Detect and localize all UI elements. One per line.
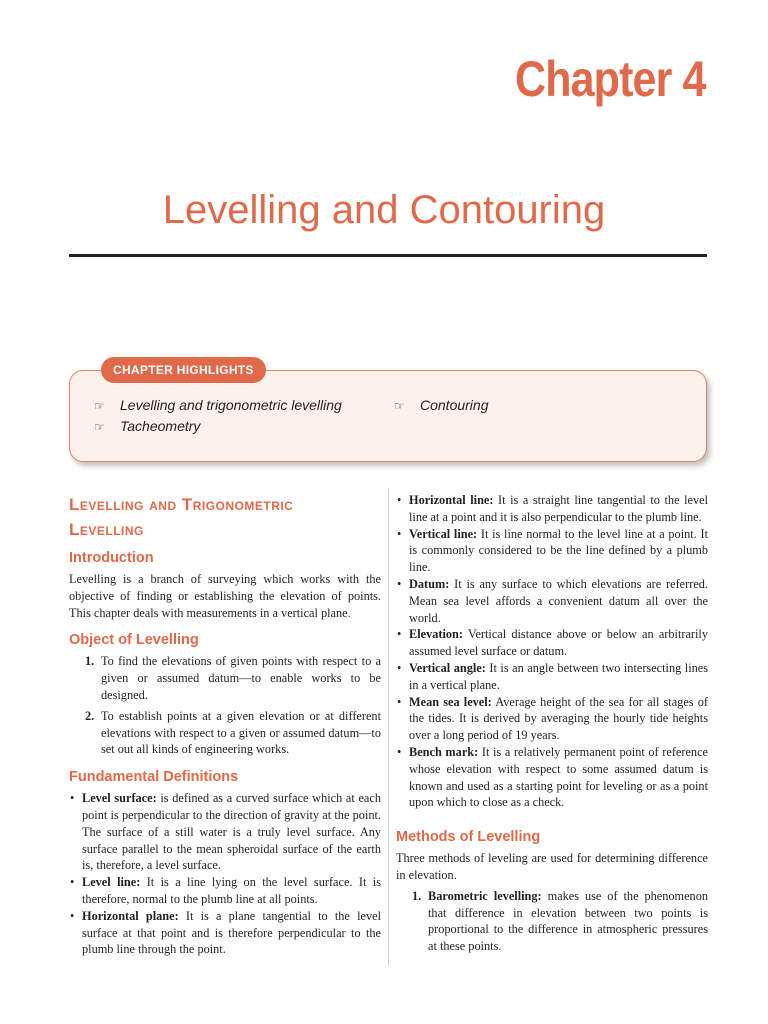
highlight-item: ☞ Contouring xyxy=(394,397,489,413)
list-item: 2. To establish points at a given elevation or at different elevations with respect to a given or assumed datum—to set out all kinds of engineering works. xyxy=(85,708,381,757)
list-item: • Elevation: Vertical distance above or below an arbitrarily assumed level surface or datum. xyxy=(397,627,708,659)
list-item: • Mean sea level: Average height of the sea for all stages of the tides. It is derived by averaging the hourly tide heights over a long period of 19 years. xyxy=(397,694,708,743)
highlight-item: ☞ Tacheometry xyxy=(94,418,201,434)
right-column xyxy=(396,492,708,959)
list-item: • Horizontal plane: It is a plane tangential to the level surface at that point and is therefore perpendicular to the plumb line through the point. xyxy=(70,908,381,957)
pointing-hand-icon: ☞ xyxy=(94,399,105,413)
list-item: 1. Barometric levelling: makes use of the phenomenon that difference in elevation between two points is proportional to the difference in atmospheric pressures at these points. xyxy=(412,888,709,954)
chapter-highlights-box xyxy=(69,370,707,462)
list-item: • Horizontal line: It is a straight line tangential to the level line at a point and it is also perpendicular to the plumb line. xyxy=(397,493,708,524)
chapter-highlights-badge: CHAPTER HIGHLIGHTS xyxy=(101,357,266,383)
chapter-title: Levelling and Contouring xyxy=(162,188,606,232)
list-item: • Datum: It is any surface to which elevations are referred. Mean sea level affords a convenient datum all over the world. xyxy=(397,576,708,625)
list-item: • Level line: It is a line lying on the level surface. It is therefore, normal to the plumb line at all points. xyxy=(70,875,382,906)
object-heading: Object of Levelling xyxy=(69,632,199,649)
pointing-hand-icon: ☞ xyxy=(394,399,405,413)
list-item: 1. To find the elevations of given points with respect to a given or assumed datum—to enable works to be designed. xyxy=(85,654,381,702)
column-divider xyxy=(388,488,389,966)
left-column xyxy=(69,492,381,958)
title-rule xyxy=(69,254,707,257)
section-title: Levelling and Trigonometric Levelling xyxy=(69,495,294,539)
list-item: • Vertical angle: It is an angle between two intersecting lines in a vertical plane. xyxy=(397,660,709,692)
methods-intro: Three methods of leveling are used for determining difference in elevation. xyxy=(396,851,708,882)
intro-paragraph: Levelling is a branch of surveying which works with the objective of finding or establishing the elevation of points. This chapter deals with measurements in a vertical plane. xyxy=(69,572,381,620)
chapter-number: Chapter 4 xyxy=(515,51,706,107)
list-item: • Vertical line: It is line normal to the level line at a point. It is commonly considered to be the line defined by a plumb line. xyxy=(397,526,708,575)
methods-heading: Methods of Levelling xyxy=(396,829,541,846)
pointing-hand-icon: ☞ xyxy=(94,420,105,434)
list-item: • Level surface: is defined as a curved surface which at each point is perpendicular to the direction of gravity at the point. The surface of a still water is a truly level surface. Any surface parallel to the mean spheroidal surface of the earth is, therefore, a level surface. xyxy=(70,791,381,873)
list-item: • Bench mark: It is a relatively permanent point of reference whose elevation with respect to some assumed datum is known and used as a starting point for leveling or as a point upon which to close as a check. xyxy=(397,744,709,810)
intro-heading: Introduction xyxy=(69,550,154,566)
highlight-item: ☞ Levelling and trigonometric levelling xyxy=(94,397,342,413)
fundamental-definitions-heading: Fundamental Definitions xyxy=(69,769,239,786)
